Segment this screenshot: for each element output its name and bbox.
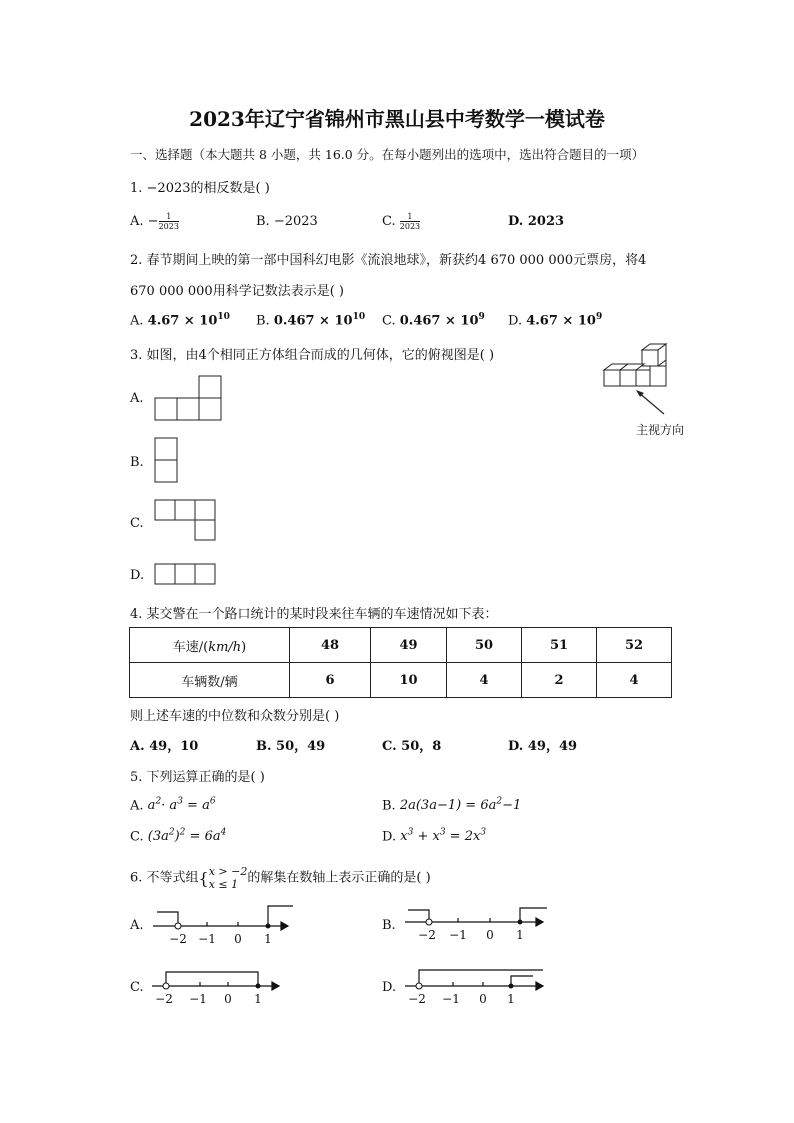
q3-option-d[interactable]: D. xyxy=(130,568,145,583)
q1-a-num: 1 xyxy=(166,212,172,221)
tick-label: 1 xyxy=(254,992,262,1006)
table-cell: 4 xyxy=(447,663,522,698)
table-cell: 6 xyxy=(290,663,371,698)
q5-b-label: B. xyxy=(382,798,396,814)
q6-system xyxy=(209,865,248,891)
q4-follow-up: 则上述车速的中位数和众数分别是( ) xyxy=(130,709,340,724)
q2-a-label: A. xyxy=(130,313,144,329)
q2-option-d[interactable] xyxy=(508,312,602,328)
tick-label: −2 xyxy=(155,992,173,1006)
q3-option-a-figure[interactable] xyxy=(155,376,225,422)
section-heading: 一、选择题（本大题共 8 小题，共 16.0 分。在每小题列出的选项中，选出符合题目的一项） xyxy=(130,147,645,162)
tick-label: 1 xyxy=(516,928,524,942)
q2-line1: 2. 春节期间上映的第一部中国科幻电影《流浪地球》，新获约4 670 000 000元票房，将4 xyxy=(130,253,647,268)
q4-stem: 4. 某交警在一个路口统计的某时段来往车辆的车速情况如下表： xyxy=(130,607,498,622)
q6-option-b[interactable]: B. xyxy=(382,918,396,933)
q1-option-b[interactable]: B. −2023 xyxy=(256,214,318,229)
q5-d-label: D. xyxy=(382,829,397,845)
table-cell: 2 xyxy=(522,663,597,698)
q1-c-label: C. xyxy=(382,214,396,229)
tick-label: −2 xyxy=(418,928,436,942)
q1-stem: 1. −2023的相反数是( ) xyxy=(130,181,270,196)
q2-b-base: 0.467 × 10 xyxy=(273,313,353,329)
table-header-cell xyxy=(130,628,290,663)
q6-option-d[interactable]: D. xyxy=(382,980,397,995)
q2-a-exp: 10 xyxy=(217,312,230,322)
page-title: 2023年辽宁省锦州市黑山县中考数学一模试卷 xyxy=(189,107,605,131)
q1-option-d[interactable]: D. 2023 xyxy=(508,214,565,229)
tick-label: 0 xyxy=(486,928,494,942)
q2-b-exp: 10 xyxy=(352,312,366,322)
q2-option-c[interactable] xyxy=(382,312,485,328)
q3-option-d-figure[interactable] xyxy=(155,564,219,586)
q5-option-b[interactable] xyxy=(382,797,521,813)
q4-option-d[interactable]: D. 49，49 xyxy=(508,739,578,754)
q5-b-expr: $2a(3a-1) = 6a^2-1$ xyxy=(399,797,522,814)
table-row xyxy=(130,628,672,663)
q1-a-den: 2023 xyxy=(158,222,179,231)
header-prefix: 车速/( xyxy=(172,639,209,655)
q1-a-fraction xyxy=(159,212,179,231)
q3-view-direction-label: 主视方向 xyxy=(636,423,685,437)
tick-label: −1 xyxy=(449,928,467,942)
table-cell: 51 xyxy=(522,628,597,663)
q3-option-b-figure[interactable] xyxy=(155,438,179,484)
q1-a-label: A. xyxy=(130,214,144,229)
tick-label: −2 xyxy=(169,932,187,946)
q2-option-a[interactable] xyxy=(130,312,230,328)
tick-label: −1 xyxy=(189,992,207,1006)
q1-c-den: 2023 xyxy=(399,222,421,231)
tick-label: −1 xyxy=(198,932,216,946)
tick-label: 0 xyxy=(479,992,487,1006)
q6-option-a[interactable]: A. xyxy=(130,918,144,933)
header-unit: km/h xyxy=(208,639,242,655)
q3-cube-figure xyxy=(600,344,680,414)
q6-option-d-numberline[interactable] xyxy=(405,966,550,1011)
q6-stem xyxy=(130,865,431,891)
q1-a-sign: − xyxy=(147,214,159,229)
table-cell: 48 xyxy=(290,628,371,663)
q5-option-d[interactable] xyxy=(382,828,486,844)
table-cell: 10 xyxy=(371,663,447,698)
q5-c-label: C. xyxy=(130,829,144,845)
table-cell: 49 xyxy=(371,628,447,663)
q5-c-expr: $(3a^2)^2 = 6a^4$ xyxy=(147,828,227,845)
table-row xyxy=(130,663,672,698)
q6-stem-suffix: 的解集在数轴上表示正确的是( ) xyxy=(247,870,431,886)
speed-table xyxy=(129,627,672,698)
tick-label: 0 xyxy=(234,932,242,946)
table-cell: 50 xyxy=(447,628,522,663)
q6-option-c-numberline[interactable] xyxy=(152,966,282,1011)
q6-system-line1: x > −2 xyxy=(208,865,248,878)
q6-option-b-numberline[interactable] xyxy=(405,904,550,949)
arrow-icon xyxy=(636,390,664,414)
table-header-cell: 车辆数/辆 xyxy=(130,663,290,698)
q2-line2: 670 000 000用科学记数法表示是( ) xyxy=(130,284,344,299)
tick-label: −2 xyxy=(408,992,426,1006)
q2-option-b[interactable] xyxy=(256,312,365,328)
q6-option-a-numberline[interactable] xyxy=(153,904,293,949)
q6-option-c[interactable]: C. xyxy=(130,980,144,995)
q2-c-exp: 9 xyxy=(478,312,485,322)
q5-option-c[interactable] xyxy=(130,828,226,844)
tick-label: 1 xyxy=(264,932,272,946)
q3-stem: 3. 如图，由4个相同正方体组合而成的几何体，它的俯视图是( ) xyxy=(130,348,495,363)
q5-a-expr: $a^2\cdot a^3 = a^6$ xyxy=(147,797,216,814)
q2-d-label: D. xyxy=(508,313,523,329)
table-cell: 4 xyxy=(597,663,672,698)
q2-a-base: 4.67 × 10 xyxy=(147,313,218,329)
q5-option-a[interactable] xyxy=(130,797,216,813)
brace-icon: { xyxy=(198,868,209,888)
q2-d-base: 4.67 × 10 xyxy=(526,313,596,329)
q4-option-c[interactable]: C. 50，8 xyxy=(382,739,442,754)
q1-c-fraction xyxy=(400,212,420,231)
q4-option-b[interactable]: B. 50，49 xyxy=(256,739,326,754)
q2-d-exp: 9 xyxy=(595,312,603,322)
q5-d-expr: $x^3 + x^3 = 2x^3$ xyxy=(400,828,487,845)
q3-option-c-figure[interactable] xyxy=(155,500,225,546)
q4-option-a[interactable]: A. 49，10 xyxy=(130,739,199,754)
q1-option-a[interactable] xyxy=(130,212,179,231)
tick-label: 0 xyxy=(224,992,232,1006)
q1-c-num: 1 xyxy=(407,212,413,221)
q5-a-label: A. xyxy=(130,798,144,814)
q6-stem-prefix: 6. 不等式组 xyxy=(130,870,199,886)
q3-option-c[interactable]: C. xyxy=(130,516,144,531)
q2-c-label: C. xyxy=(382,313,396,329)
q2-b-label: B. xyxy=(256,313,270,329)
q3-option-b[interactable]: B. xyxy=(130,455,144,470)
table-cell: 52 xyxy=(597,628,672,663)
tick-label: 1 xyxy=(507,992,515,1006)
header-suffix: ) xyxy=(241,639,247,655)
q3-option-a[interactable]: A. xyxy=(130,391,144,406)
q5-stem: 5. 下列运算正确的是( ) xyxy=(130,770,265,785)
q2-c-base: 0.467 × 10 xyxy=(399,313,479,329)
q6-system-line2: x ≤ 1 xyxy=(208,878,239,891)
tick-label: −1 xyxy=(442,992,460,1006)
q1-option-c[interactable] xyxy=(382,212,420,231)
